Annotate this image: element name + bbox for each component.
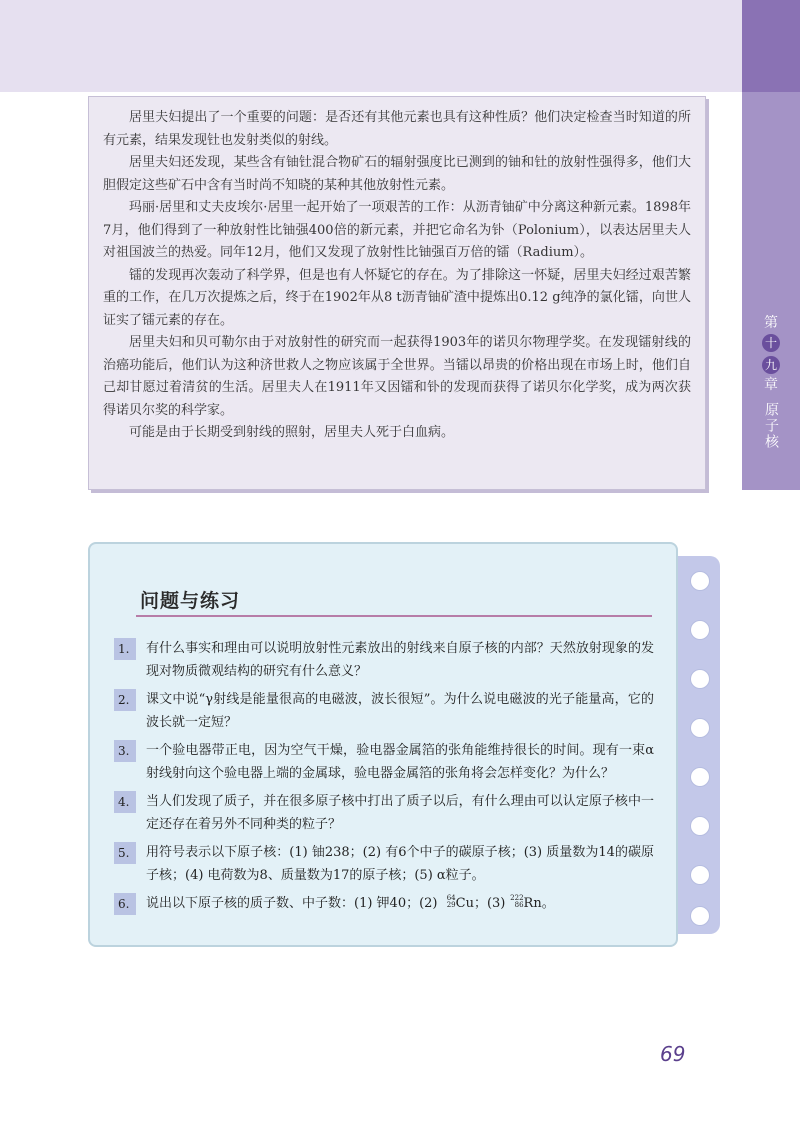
question-text: 课文中说“γ射线是能量很高的电磁波，波长很短”。为什么说电磁波的光子能量高，它的波长就一定短？ [146, 692, 654, 730]
question-item [114, 638, 654, 683]
question-text [136, 893, 654, 916]
question-number: 3. [114, 740, 136, 762]
question-text-part: ；(3) [473, 896, 510, 911]
header-band [0, 0, 742, 92]
binder-ring [690, 816, 710, 836]
title-rule [136, 615, 652, 617]
question-item [114, 689, 654, 734]
atomic-number: 29 [446, 901, 456, 909]
element-symbol: Rn [523, 896, 542, 911]
mass-number: 222 [510, 894, 524, 902]
question-item [114, 740, 654, 785]
mass-number: 64 [446, 894, 456, 902]
binder-ring [690, 620, 710, 640]
isotope-notation [510, 895, 524, 909]
chapter-side-tab-top [742, 0, 800, 92]
reading-paragraph: 玛丽·居里和丈夫皮埃尔·居里一起开始了一项艰苦的工作：从沥青铀矿中分离这种新元素。1898年7月，他们得到了一种放射性比铀强400倍的新元素，并把它命名为钋（Polonium），以表达居里夫人对祖国波兰的热爱。同年12月，他们又发现了放射性比铀强百万倍的镭（Radium）。 [103, 200, 691, 260]
atomic-number: 86 [514, 901, 524, 909]
page-number: 69 [660, 1042, 686, 1066]
binder-ring [690, 906, 710, 926]
chapter-name: 原子核 [763, 402, 779, 450]
element-symbol: Cu [455, 896, 474, 911]
question-number: 1. [114, 638, 136, 660]
question-number: 6. [114, 893, 136, 915]
question-text: 用符号表示以下原子核：(1) 铀238；(2) 有6个中子的碳原子核；(3) 质量数为14的碳原子核；(4) 电荷数为8、质量数为17的原子核；(5) α粒子。 [146, 845, 654, 883]
reading-paragraph: 镭的发现再次轰动了科学界，但是也有人怀疑它的存在。为了排除这一怀疑，居里夫妇经过艰苦繁重的工作，在几万次提炼之后，终于在1902年从8 t沥青铀矿渣中提炼出0.12 g纯净的氯化镭，向世人证实了镭元素的存在。 [103, 267, 691, 328]
chapter-number-1: 十 [762, 334, 780, 352]
chapter-label [742, 314, 800, 450]
binder-ring [690, 571, 710, 591]
question-number: 4. [114, 791, 136, 813]
binder-ring [690, 669, 710, 689]
question-text-part: 说出以下原子核的质子数、中子数：(1) 钾40；(2) [146, 896, 442, 911]
reading-paragraph: 居里夫妇提出了一个重要的问题：是否还有其他元素也具有这种性质？他们决定检查当时知道的所有元素，结果发现钍也发射类似的射线。 [103, 110, 691, 148]
reading-paragraph: 居里夫妇和贝可勒尔由于对放射性的研究而一起获得1903年的诺贝尔物理学奖。在发现镭射线的治癌功能后，他们认为这种济世救人之物应该属于全世界。当镭以昂贵的价格出现在市场上时，他们自己却甘愿过着清贫的生活。居里夫人在1911年又因镭和钋的发现而获得了诺贝尔化学奖，成为两次获得诺贝尔奖的科学家。 [103, 335, 691, 418]
chapter-prefix: 第 [764, 315, 778, 331]
question-number: 5. [114, 842, 136, 864]
binder-ring [690, 865, 710, 885]
reading-paragraph: 可能是由于长期受到射线的照射，居里夫人死于白血病。 [129, 425, 455, 440]
binder-ring [690, 767, 710, 787]
isotope-notation [442, 895, 456, 909]
chapter-number-2: 九 [762, 356, 780, 374]
reading-paragraph: 居里夫妇还发现，某些含有铀钍混合物矿石的辐射强度比已测到的铀和钍的放射性强得多，他们大胆假定这些矿石中含有当时尚不知晓的某种其他放射性元素。 [103, 155, 691, 193]
exercise-title: 问题与练习 [140, 590, 241, 612]
question-text: 有什么事实和理由可以说明放射性元素放出的射线来自原子核的内部？天然放射现象的发现对物质微观结构的研究有什么意义？ [146, 641, 654, 679]
question-text: 一个验电器带正电，因为空气干燥，验电器金属箔的张角能维持很长的时间。现有一束α射线射向这个验电器上端的金属球，验电器金属箔的张角将会怎样变化？为什么？ [146, 743, 654, 781]
question-number: 2. [114, 689, 136, 711]
binder-ring [690, 718, 710, 738]
chapter-suffix: 章 [764, 377, 778, 393]
reading-box [88, 96, 706, 490]
question-text-part: 。 [541, 896, 555, 911]
question-item [114, 893, 654, 916]
question-text: 当人们发现了质子，并在很多原子核中打出了质子以后，有什么理由可以认定原子核中一定还存在着另外不同种类的粒子？ [146, 794, 654, 832]
question-list [114, 638, 654, 922]
question-item [114, 791, 654, 836]
question-item [114, 842, 654, 887]
